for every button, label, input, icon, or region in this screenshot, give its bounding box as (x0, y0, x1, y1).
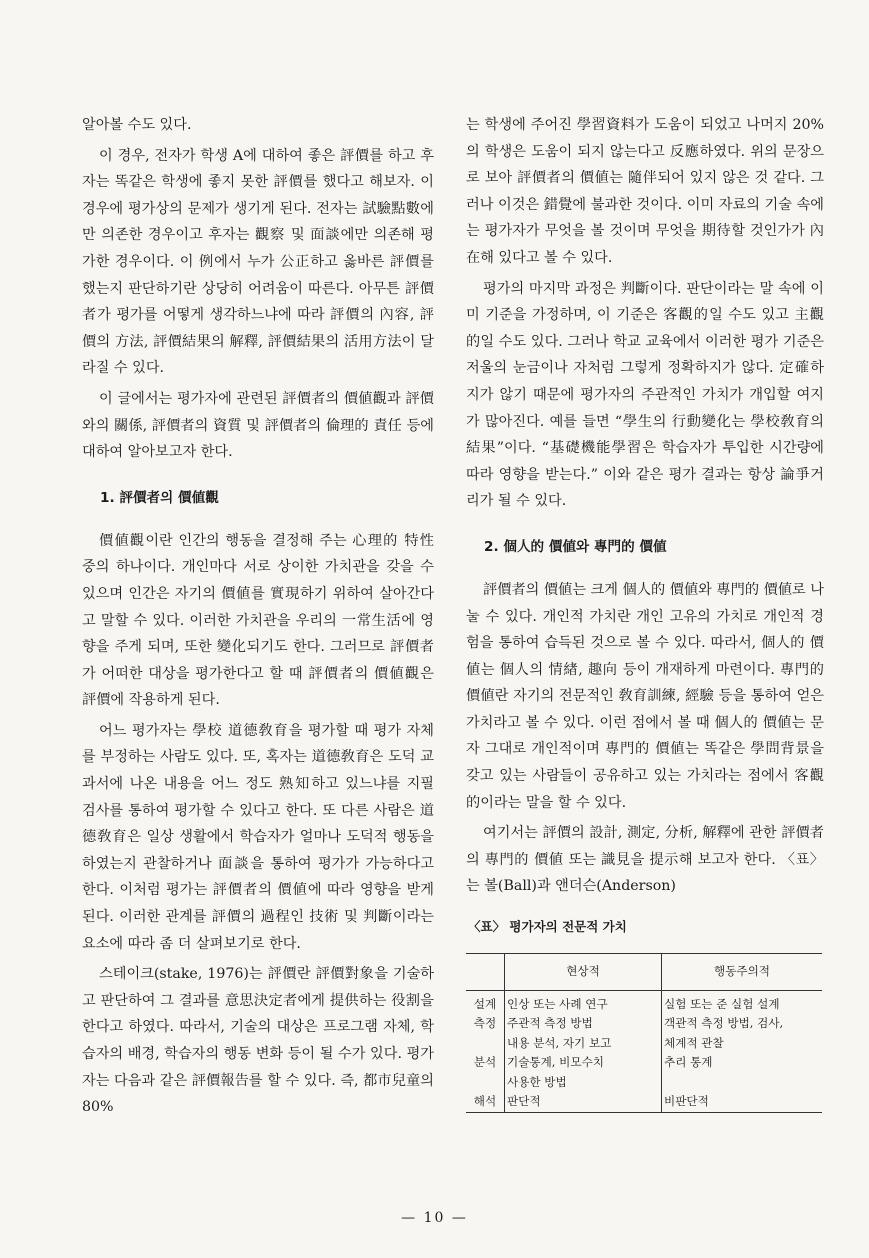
table-header-cell: 현상적 (505, 953, 662, 990)
paragraph: 價値觀이란 인간의 행동을 결정해 주는 心理的 特性 중의 하나이다. 개인마다 서로 상이한 가치관을 갖을 수 있으며 인간은 자기의 價値를 實現하기 위하여 살아간다고 말할 수 있다. 이러한 가치관을 우리의 一常生活에 영향을 주게 되며, 또한 變化되기도 한다. 그러므로 評價者가 어떠한 대상을 평가한다고 할 때 評價者의 價値觀은 評價에 작용하게 된다. (82, 532, 434, 709)
table-cell: 설계 (473, 996, 497, 1011)
table-cell: 판단적 (505, 1092, 662, 1112)
table-cell (466, 1034, 505, 1054)
table-cell: 인상 또는 사례 연구 (505, 990, 662, 1014)
paragraph: 이 경우, 전자가 학생 A에 대하여 좋은 評價를 하고 후자는 똑같은 학생에 좋지 못한 評價를 했다고 해보자. 이 경우에 평가상의 문제가 생기게 된다. 전자는 試驗點數에만 의존한 경우이고 후자는 觀察 및 面談에만 의존해 평가한 경우이다. 이 例에서 누가 公正하고 옳바른 評價를 했는지 판단하기란 상당히 어려움이 따른다. 아무튼 評價者가 평가를 어떻게 생각하느냐에 따라 評價의 內容, 評價의 方法, 評價結果의 解釋, 評價結果의 活用方法이 달라질 수 있다. (82, 147, 434, 377)
paragraph: 알아볼 수도 있다. (82, 117, 192, 133)
table-header-row (466, 953, 822, 990)
section-heading: 2. 個人的 價値와 專門的 價値 (484, 538, 667, 555)
table-row (466, 1053, 822, 1073)
table-row (466, 1034, 822, 1054)
paragraph: 스테이크(stake, 1976)는 評價란 評價對象을 기술하고 판단하여 그 결과를 意思決定者에게 提供하는 役割을 한다고 하였다. 따라서, 기술의 대상은 프로그램 자체, 학습자의 배경, 학습자의 행동 변화 등이 될 수가 있다. 평가자는 다음과 같은 評價報告를 할 수 있다. 즉, 都市兒童의 80% (82, 966, 434, 1116)
table-header-cell (466, 953, 505, 990)
table-cell: 내용 분석, 자기 보고 (505, 1034, 662, 1054)
table-cell: 실험 또는 준 실험 설계 (664, 996, 780, 1011)
table-cell: 추리 통계 (664, 1055, 713, 1070)
expert-values-table (466, 953, 822, 1113)
page-number: — 10 — (401, 1210, 468, 1226)
table-cell: 객관적 측정 방법, 검사, (664, 1016, 784, 1031)
table-cell: 비판단적 (662, 1092, 823, 1112)
paragraph: 평가의 마지막 과정은 判斷이다. 판단이라는 말 속에 이미 기준을 가정하며, 이 기준은 客觀的일 수도 있고 主觀的일 수도 있다. 그러나 학교 교육에서 이러한 평가 기준은 저울의 눈금이나 자처럼 그렇게 정확하지가 않다. 定確하지가 않기 때문에 평가자의 주관적인 가치가 개입할 여지가 많아진다. 예를 들면 “學生의 行動變化는 學校敎育의 結果”이다. “基礎機能學習은 학습자가 투입한 시간량에 따라 영향을 받는다.” 이와 같은 평가 결과는 항상 論爭거리가 될 수 있다. (466, 280, 824, 510)
table-cell: 측정 (473, 1016, 497, 1031)
table-cell (466, 1073, 505, 1093)
table-cell: 해석 (466, 1092, 505, 1112)
table-row (466, 1092, 822, 1112)
paragraph: 어느 평가자는 學校 道德敎育을 평가할 때 평가 자체를 부정하는 사람도 있다. 또, 혹자는 道德敎育은 도덕 교과서에 나온 내용을 어느 정도 熟知하고 있느냐를 지필 검사를 통하여 평가할 수 있다고 한다. 또 다른 사람은 道德敎育은 일상 생활에서 학습자가 얼마나 도덕적 행동을 하였는지 관찰하거나 面談을 통하여 평가가 가능하다고 한다. 이처럼 평가는 評價者의 價値에 따라 영향을 받게 된다. 이러한 관계를 評價의 過程인 技術 및 判斷이라는 요소에 따라 좀 더 살펴보기로 한다. (82, 722, 434, 952)
left-column (82, 112, 434, 1121)
table-caption: 〈표〉 평가자의 전문적 가치 (468, 919, 627, 935)
table-row (466, 1073, 822, 1093)
paragraph: 는 학생에 주어진 學習資料가 도움이 되었고 나머지 20%의 학생은 도움이 되지 않는다고 反應하였다. 위의 문장으로 보아 評價者의 價値는 隨伴되어 있지 않은 것 같다. 그러나 이것은 錯覺에 불과한 것이다. 이미 자료의 기술 속에는 평가자가 무엇을 볼 것이며 무엇을 期待할 것인가가 內在해 있다고 볼 수 있다. (466, 117, 824, 266)
table-row (466, 1014, 822, 1034)
paragraph: 이 글에서는 평가자에 관련된 評價者의 價値觀과 評價와의 關係, 評價者의 資質 및 評價者의 倫理的 責任 등에 대하여 알아보고자 한다. (82, 390, 434, 461)
table-cell: 기술통계, 비모수치 (505, 1053, 662, 1073)
paragraph: 評價者의 價値는 크게 個人的 價値와 專門的 價値로 나눌 수 있다. 개인적 가치란 개인 고유의 가치로 개인적 경험을 통하여 습득된 것으로 볼 수 있다. 따라서, 個人的 價値는 個人의 情緖, 趣向 등이 개재하게 마련이다. 專門的 價値란 자기의 전문적인 敎育訓練, 經驗 등을 통하여 얻은 가치라고 볼 수 있다. 이런 점에서 볼 때 個人的 價値는 문자 그대로 개인적이며 專門的 價値는 똑같은 學問背景을 갖고 있는 사람들이 공유하고 있는 가치라는 점에서 客觀的이라는 말을 할 수 있다. (466, 581, 824, 811)
table-cell: 사용한 방법 (505, 1073, 662, 1093)
table-row (466, 990, 822, 1014)
table-cell: 주관적 측정 방법 (505, 1014, 662, 1034)
table-cell: 분석 (473, 1055, 497, 1070)
table-cell: 체계적 관찰 (664, 1035, 724, 1050)
paragraph: 여기서는 評價의 設計, 測定, 分析, 解釋에 관한 評價者의 專門的 價値 또는 識見을 提示해 보고자 한다. 〈표〉는 볼(Ball)과 앤더슨(Anderson) (466, 825, 824, 895)
section-heading: 1. 評價者의 價値觀 (100, 489, 219, 506)
table-cell (662, 1073, 823, 1093)
right-column (466, 112, 824, 1113)
table-header-cell: 행동주의적 (662, 953, 823, 990)
